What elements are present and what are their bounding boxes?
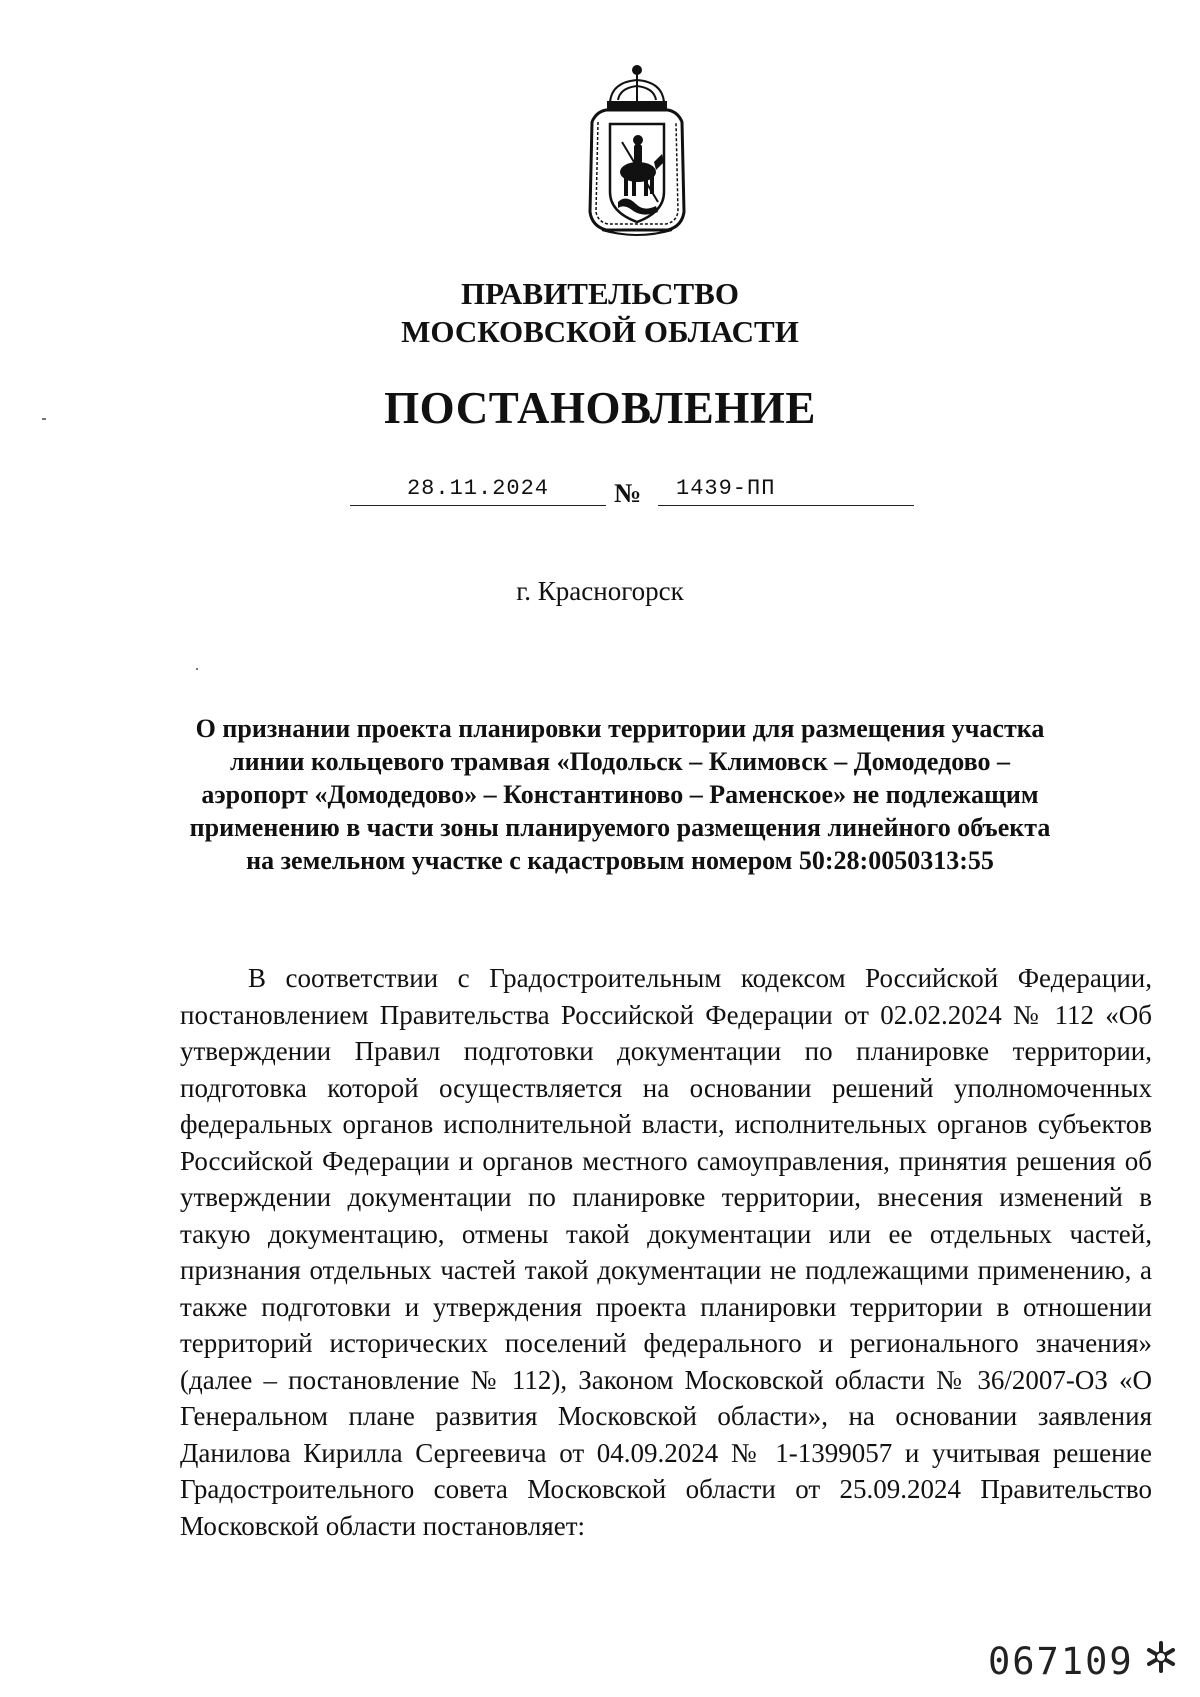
subject-line: применению в части зоны планируемого размещения линейного объекта [189,813,1051,842]
subject-line: на земельном участке с кадастровым номером 50:28:0050313:55 [246,846,994,875]
scan-speck [42,418,46,420]
organization-name-line1: ПРАВИТЕЛЬСТВО [461,276,739,311]
number-sign: № [614,478,642,508]
number-underline [658,505,914,506]
form-serial-number: 067109 [988,1640,1134,1683]
subject-line: линии кольцевого трамвая «Подольск – Климовск – Домодедово – [230,747,1010,776]
date-underline [350,505,606,506]
subject-line: О признании проекта планировки территории для размещения участка [195,714,1045,743]
registration-number: 1439-ПП [676,476,776,501]
body-paragraph: В соответствии с Градостроительным кодексом Российской Федерации, постановлением Правительства Российской Федерации от 02.02.2024 № 112 «Об утверждении Правил подготовки документации по планировке территории, подготовка которой осуществляется на основании решений уполномоченных федеральных органов исполнительной власти, исполнительных органов субъектов Российской Федерации и органов местного самоуправления, принятия решения об утверждении документации по планировке территории, внесения изменений в такую документацию, отмены такой документации или ее отдельных частей, признания отдельных частей такой документации не подлежащими применению, а также подготовки и утверждения проекта планировки территории в отношении территорий исторических поселений федерального и регионального значения» (далее – постановление № 112), Законом Московской области № 36/2007-ОЗ «О Генеральном плане развития Московской области», на основании заявления Данилова Кирилла Сергеевича от 04.09.2024 № 1-1399057 и учитывая решение Градостроительного совета Московской области от 25.09.2024 Правительство Московской области постановляет: [180,963,1152,1541]
asterisk-icon [1144,1640,1178,1674]
document-subject [170,712,1070,877]
coat-of-arms-icon [562,62,712,242]
document-type-title: ПОСТАНОВЛЕНИЕ [384,383,816,433]
organization-name-line2: МОСКОВСКОЙ ОБЛАСТИ [401,314,799,349]
scan-speck [196,668,198,670]
registration-date: 28.11.2024 [406,476,550,501]
subject-line: аэропорт «Домодедово» – Константиново – Раменское» не подлежащим [201,780,1039,809]
city-name: г. Красногорск [516,576,684,606]
